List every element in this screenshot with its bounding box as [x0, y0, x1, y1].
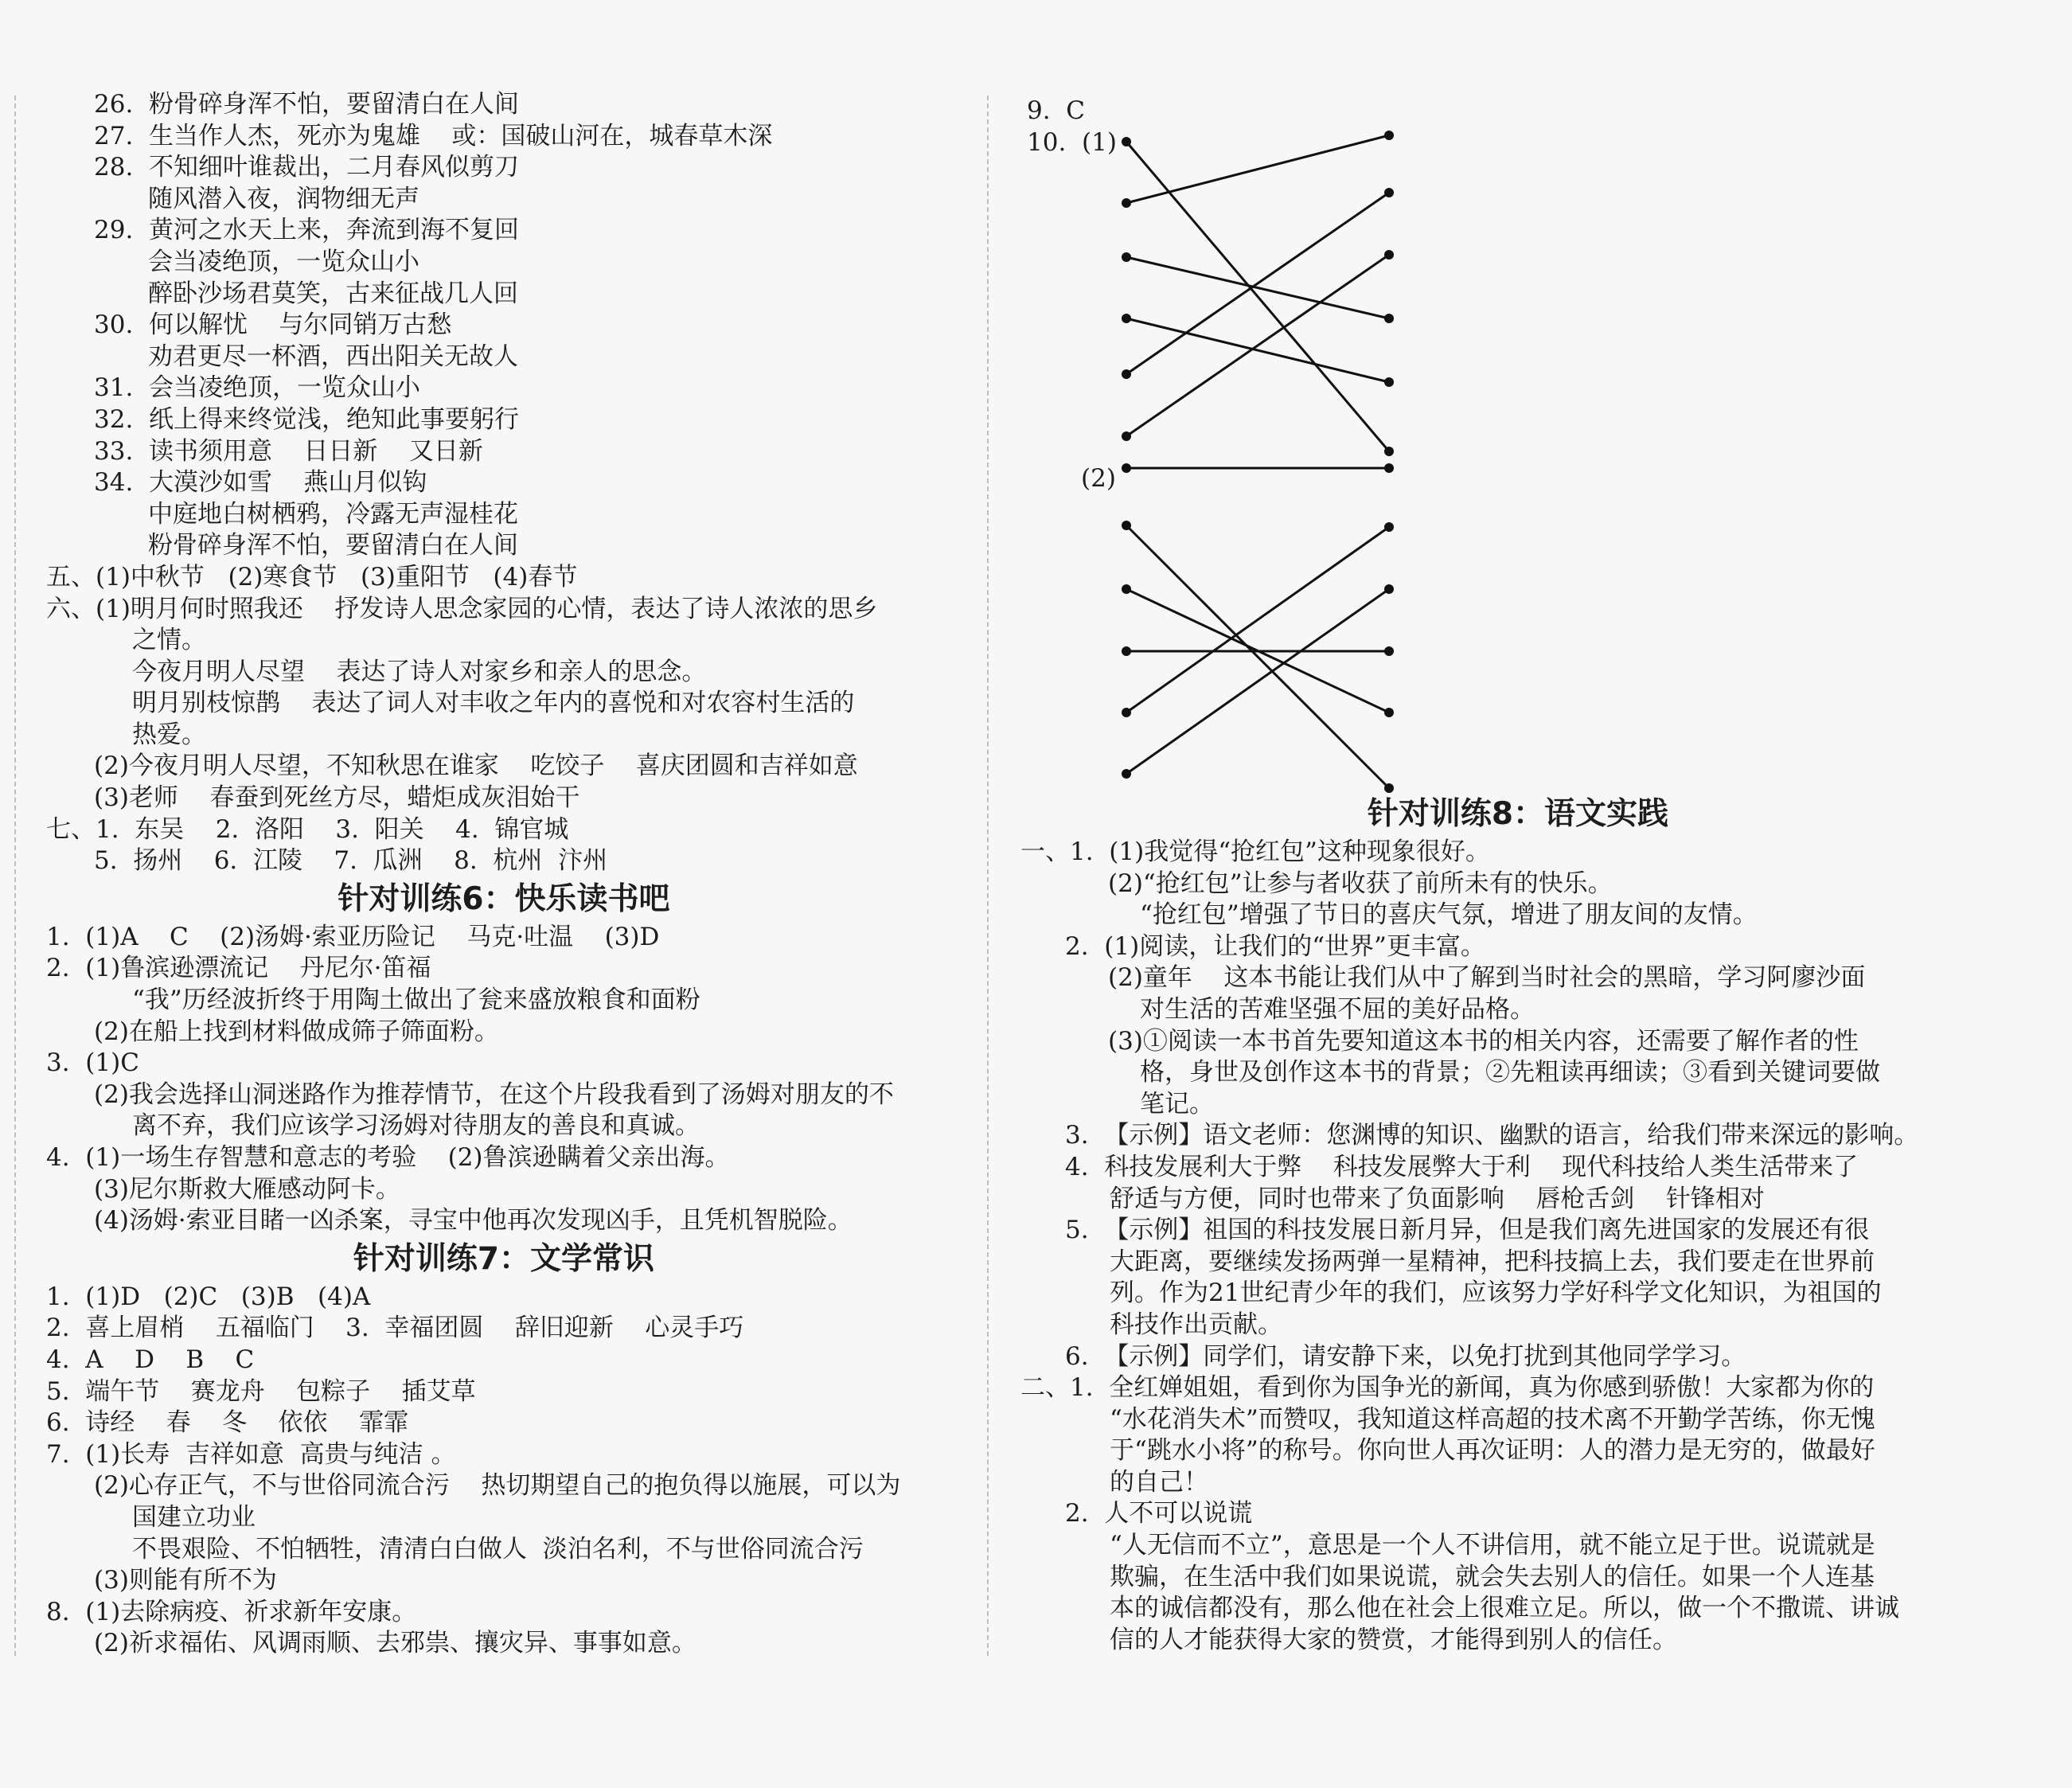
answer-line: “我”历经波折终于用陶土做出了瓮来盛放粮食和面粉	[132, 986, 700, 1015]
answer-line: 6. 诗经 春 冬 依依 霏霏	[46, 1408, 408, 1438]
answer-line: 2. 喜上眉梢 五福临门 3. 幸福团圆 辞旧迎新 心灵手巧	[46, 1314, 744, 1343]
answer-line: 33. 读书须用意 日日新 又日新	[94, 436, 483, 466]
answer-line: 1. (1)A C (2)汤姆·索亚历险记 马克·吐温 (3)D	[46, 922, 660, 951]
right-dot	[1384, 314, 1394, 323]
left-dot	[1122, 198, 1131, 208]
left-dot	[1122, 708, 1131, 717]
answer-line: 五、(1)中秋节 (2)寒食节 (3)重阳节 (4)春节	[46, 562, 578, 591]
answer-line: 4. (1)一场生存智慧和意志的考验 (2)鲁滨逊瞒着父亲出海。	[46, 1143, 730, 1172]
right-dot	[1384, 584, 1394, 594]
right-dot	[1384, 131, 1394, 140]
answer-line: 今夜月明人尽望 表达了诗人对家乡和亲人的思念。	[132, 657, 707, 686]
answer-line: 5. 【示例】祖国的科技发展日新月异，但是我们离先进国家的发展还有很	[1065, 1216, 1870, 1245]
q9-answer: 9. C	[1027, 96, 1086, 125]
answer-line: 六、(1)明月何时照我还 抒发诗人思念家园的心情，表达了诗人浓浓的思乡	[46, 594, 878, 623]
matching-line	[1126, 318, 1389, 382]
center-fold-line	[987, 96, 989, 1656]
answer-line: 7. (1)长寿 吉祥如意 高贵与纯洁 。	[46, 1439, 456, 1469]
right-dot	[1384, 463, 1394, 473]
matching-line	[1126, 135, 1389, 203]
answer-line: 醉卧沙场君莫笑，古来征战几人回	[148, 279, 518, 308]
matching-line	[1126, 257, 1389, 318]
answer-line: 3. 【示例】语文老师：您渊博的知识、幽默的语言，给我们带来深远的影响。	[1065, 1121, 1919, 1150]
answer-line: 5. 端午节 赛龙舟 包粽子 插艾草	[46, 1376, 476, 1406]
answer-line: (3)老师 春蚕到死丝方尽，蜡炬成灰泪始干	[94, 783, 580, 813]
right-dot	[1384, 708, 1394, 717]
answer-line: 明月别枝惊鹊 表达了词人对丰收之年内的喜悦和对农容村生活的	[132, 689, 855, 718]
matching-diagram	[1027, 127, 1425, 804]
section-heading: 针对训练8：语文实践	[1367, 796, 1669, 832]
left-dot	[1122, 137, 1131, 146]
answer-line: 32. 纸上得来终觉浅，绝知此事要躬行	[94, 404, 520, 434]
answer-line: 4. A D B C	[46, 1345, 255, 1374]
left-column	[46, 89, 962, 1660]
answer-line: 欺骗，在生活中我们如果说谎，就会失去别人的信任。如果一个人连基	[1110, 1562, 1875, 1591]
answer-line: 中庭地白树栖鸦，冷露无声湿桂花	[148, 499, 518, 529]
answer-line: 科技作出贡献。	[1110, 1310, 1282, 1339]
answer-line: 劝君更尽一杯酒，西出阳关无故人	[148, 342, 518, 371]
answer-line: 国建立功业	[132, 1502, 256, 1532]
q10-label: 10. (1)	[1027, 127, 1117, 157]
answer-line: 2. (1)鲁滨逊漂流记 丹尼尔·笛福	[46, 954, 431, 983]
section-heading: 针对训练6：快乐读书吧	[338, 880, 670, 917]
answer-line: 31. 会当凌绝顶，一览众山小	[94, 373, 421, 403]
left-dot	[1122, 252, 1131, 262]
left-dot	[1122, 431, 1131, 441]
answer-line: (4)汤姆·索亚目睹一凶杀案，寻宝中他再次发现凶手，且凭机智脱险。	[94, 1206, 853, 1236]
answer-line: 二、1. 全红婵姐姐，看到你为国争光的新闻，真为你感到骄傲！大家都为你的	[1020, 1373, 1875, 1403]
right-dot	[1384, 646, 1394, 656]
answer-line: 格，身世及创作这本书的背景；②先粗读再细读；③看到关键词要做	[1140, 1058, 1880, 1087]
answer-line: (2)今夜月明人尽望，不知秋思在谁家 吃饺子 喜庆团圆和吉祥如意	[94, 752, 858, 781]
answer-line: 对生活的苦难坚强不屈的美好品格。	[1140, 994, 1535, 1024]
answer-line: (2)祈求福佑、风调雨顺、去邪祟、攘灾异、事事如意。	[94, 1629, 697, 1658]
answer-line: (3)尼尔斯救大雁感动阿卡。	[94, 1174, 400, 1204]
matching-line	[1126, 527, 1389, 712]
answer-line: 27. 生当作人杰，死亦为鬼雄 或：国破山河在，城春草木深	[94, 121, 773, 150]
answer-line: (2)心存正气，不与世俗同流合污 热切期望自己的抱负得以施展，可以为	[94, 1471, 901, 1501]
left-dot	[1122, 769, 1131, 779]
answer-line: 5. 扬州 6. 江陵 7. 瓜洲 8. 杭州 汴州	[94, 846, 608, 876]
left-dot	[1122, 646, 1131, 656]
answer-line: 6. 【示例】同学们，请安静下来，以免打扰到其他同学学习。	[1065, 1341, 1746, 1371]
answer-line: 七、1. 东吴 2. 洛阳 3. 阳关 4. 锦官城	[46, 814, 569, 844]
right-dot	[1384, 188, 1394, 197]
answer-line: 舒适与方便，同时也带来了负面影响 唇枪舌剑 针锋相对	[1110, 1184, 1765, 1213]
answer-line: 会当凌绝顶，一览众山小	[148, 247, 419, 276]
answer-line: 热爱。	[132, 720, 206, 749]
q10-part2-label: (2)	[1081, 464, 1116, 493]
answer-line: 2. (1)阅读，让我们的“世界”更丰富。	[1065, 931, 1485, 961]
answer-line: 不畏艰险、不怕牺牲，清清白白做人 淡泊名利，不与世俗同流合污	[132, 1534, 864, 1564]
answer-line: 29. 黄河之水天上来，奔流到海不复回	[94, 216, 520, 245]
answer-line: 本的诚信都没有，那么他在社会上很难立足。所以，做一个不撒谎、讲诚	[1110, 1594, 1899, 1623]
answer-line: 随风潜入夜，润物细无声	[148, 184, 419, 213]
answer-line: 1. (1)D (2)C (3)B (4)A	[46, 1282, 371, 1311]
answer-line: 28. 不知细叶谁裁出，二月春风似剪刀	[94, 153, 520, 182]
left-dot	[1122, 314, 1131, 323]
answer-line: 于“跳水小将”的称号。你向世人再次证明：人的潜力是无穷的，做最好	[1110, 1436, 1875, 1466]
answer-line: 8. (1)去除病疫、祈求新年安康。	[46, 1597, 417, 1626]
left-dot	[1122, 369, 1131, 379]
answer-line: 笔记。	[1140, 1089, 1214, 1118]
left-dot	[1122, 584, 1131, 594]
answer-line: 30. 何以解忧 与尔同销万古愁	[94, 310, 452, 340]
right-dot	[1384, 377, 1394, 387]
answer-line: “抢红包”增强了节日的喜庆气氛，增进了朋友间的友情。	[1140, 900, 1758, 930]
right-column	[1020, 792, 2015, 1656]
left-dot	[1122, 521, 1131, 530]
matching-line	[1126, 589, 1389, 774]
answer-line: (2)“抢红包”让参与者收获了前所未有的快乐。	[1108, 869, 1613, 898]
answer-line: 列。作为21世纪青少年的我们，应该努力学好科学文化知识，为祖国的	[1110, 1279, 1882, 1308]
answer-line: 26. 粉骨碎身浑不怕，要留清白在人间	[94, 90, 520, 119]
answer-line: 之情。	[132, 626, 206, 655]
answer-line: 粉骨碎身浑不怕，要留清白在人间	[148, 531, 518, 560]
answer-line: “水花消失术”而赞叹，我知道这样高超的技术离不开勤学苦练，你无愧	[1110, 1404, 1875, 1434]
answer-line: (2)在船上找到材料做成筛子筛面粉。	[94, 1017, 499, 1046]
left-dot	[1122, 463, 1131, 473]
answer-line: 信的人才能获得大家的赞赏，才能得到别人的信任。	[1110, 1625, 1677, 1654]
answer-line: 大距离，要继续发扬两弹一星精神，把科技搞上去，我们要走在世界前	[1110, 1247, 1875, 1276]
right-dot	[1384, 447, 1394, 456]
matching-line	[1126, 525, 1389, 788]
left-margin-line	[14, 96, 16, 1656]
answer-line: 一、1. (1)我觉得“抢红包”这种现象很好。	[1020, 837, 1490, 866]
answer-line: (3)则能有所不为	[94, 1566, 277, 1595]
answer-line: (2)童年 这本书能让我们从中了解到当时社会的黑暗，学习阿廖沙面	[1108, 963, 1866, 993]
matching-line	[1126, 142, 1389, 451]
right-dot	[1384, 522, 1394, 532]
answer-line: 4. 科技发展利大于弊 科技发展弊大于利 现代科技给人类生活带来了	[1065, 1152, 1859, 1181]
section-heading: 针对训练7：文学常识	[353, 1240, 655, 1277]
answer-line: (3)①阅读一本书首先要知道这本书的相关内容，还需要了解作者的性	[1108, 1026, 1859, 1056]
answer-line: 的自己！	[1110, 1467, 1208, 1497]
answer-line: 34. 大漠沙如雪 燕山月似钩	[94, 468, 427, 498]
answer-line: 离不弃，我们应该学习汤姆对待朋友的善良和真诚。	[132, 1111, 700, 1141]
right-dot	[1384, 250, 1394, 260]
answer-line: “人无信而不立”，意思是一个人不讲信用，就不能立足于世。说谎就是	[1110, 1531, 1875, 1560]
answer-line: (2)我会选择山洞迷路作为推荐情节，在这个片段我看到了汤姆对朋友的不	[94, 1079, 894, 1109]
answer-line: 3. (1)C	[46, 1048, 139, 1078]
answer-line: 2. 人不可以说谎	[1065, 1499, 1253, 1528]
